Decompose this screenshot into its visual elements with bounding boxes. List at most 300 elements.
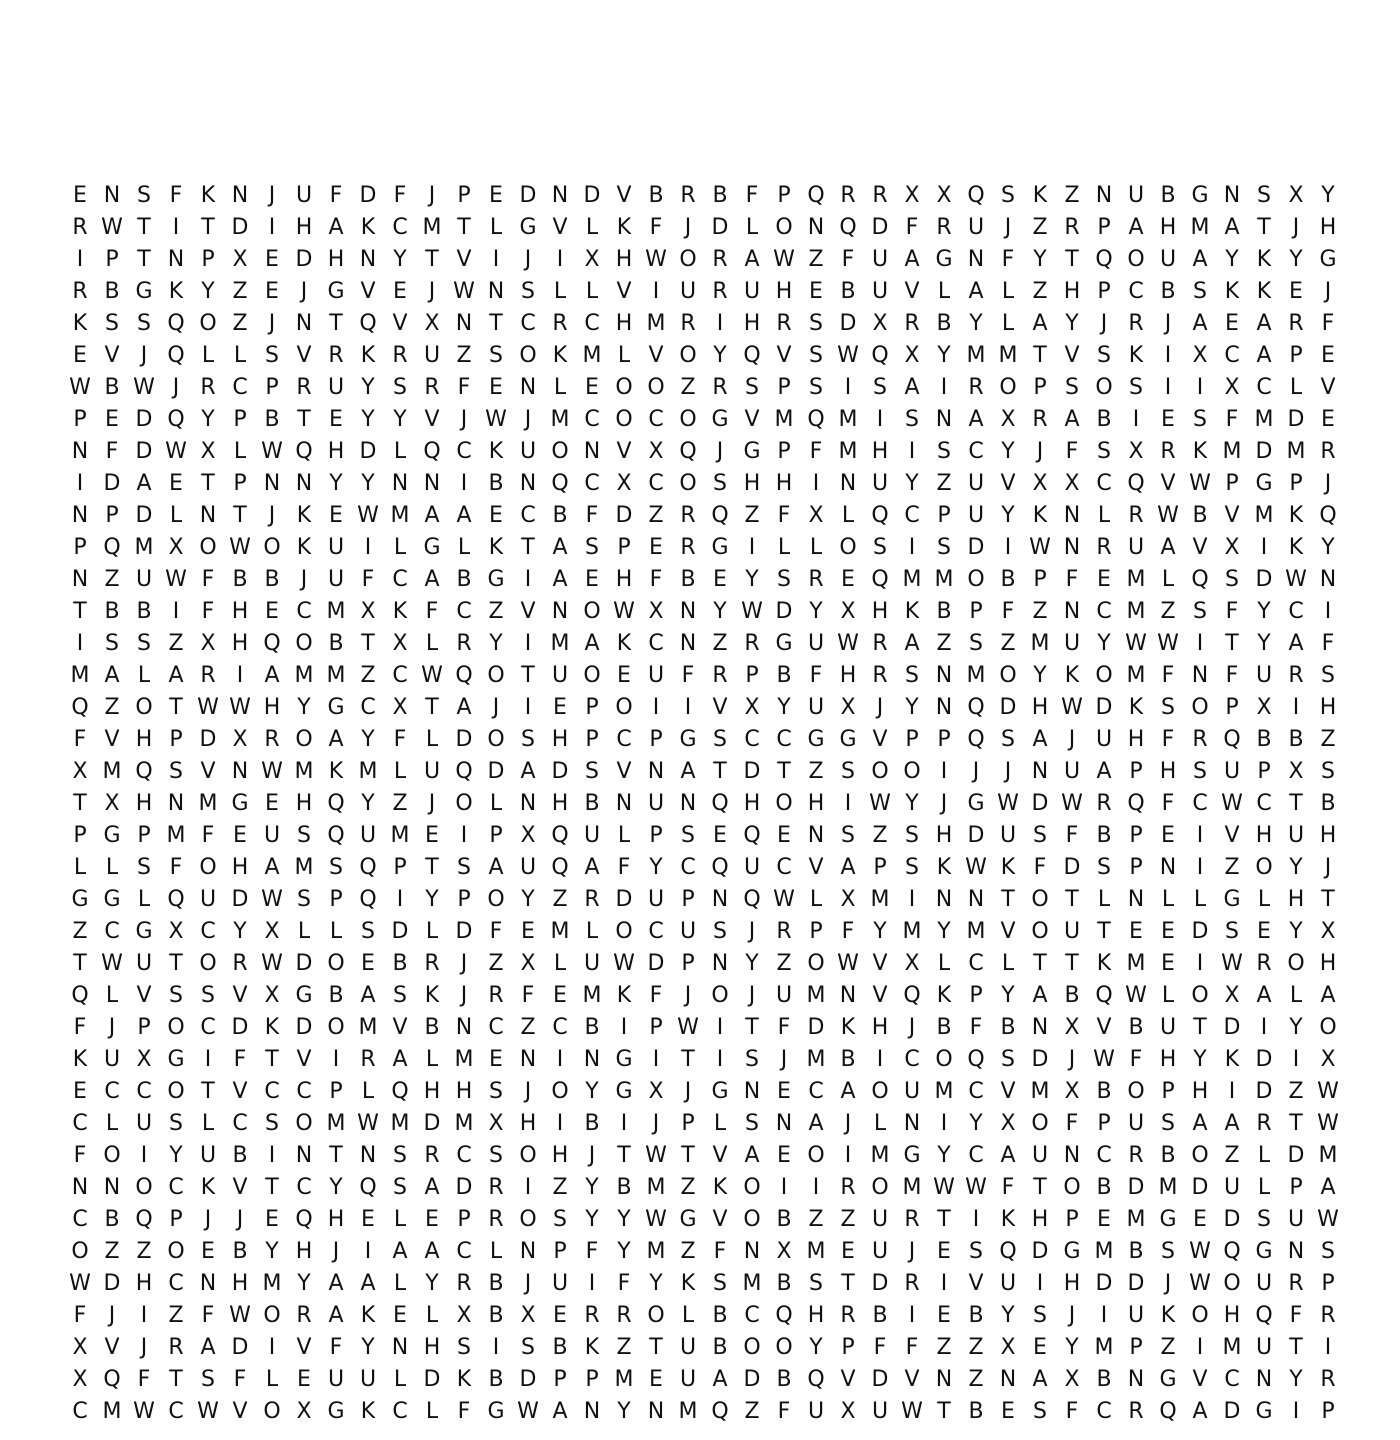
- letter-cell[interactable]: P: [457, 1207, 471, 1232]
- letter-cell[interactable]: J: [1036, 439, 1044, 464]
- letter-cell[interactable]: V: [456, 247, 472, 272]
- letter-cell[interactable]: T: [777, 759, 791, 784]
- letter-cell[interactable]: R: [488, 1207, 504, 1232]
- letter-cell[interactable]: X: [1032, 471, 1048, 496]
- letter-cell[interactable]: X: [1256, 695, 1272, 720]
- letter-cell[interactable]: R: [72, 215, 88, 240]
- letter-cell[interactable]: O: [1255, 855, 1273, 880]
- letter-cell[interactable]: V: [712, 1207, 728, 1232]
- letter-cell[interactable]: F: [649, 567, 663, 592]
- letter-cell[interactable]: U: [967, 471, 985, 496]
- letter-cell[interactable]: F: [969, 1015, 983, 1040]
- letter-cell[interactable]: M: [1286, 439, 1306, 464]
- letter-cell[interactable]: H: [1159, 1047, 1177, 1072]
- letter-cell[interactable]: J: [652, 1111, 660, 1136]
- letter-cell[interactable]: P: [457, 887, 471, 912]
- letter-cell[interactable]: O: [743, 1335, 761, 1360]
- letter-cell[interactable]: N: [263, 471, 281, 496]
- letter-cell[interactable]: J: [684, 983, 692, 1008]
- letter-cell[interactable]: N: [551, 599, 569, 624]
- letter-cell[interactable]: O: [551, 1079, 569, 1104]
- letter-cell[interactable]: E: [489, 503, 503, 528]
- letter-cell[interactable]: R: [1192, 727, 1208, 752]
- letter-cell[interactable]: L: [457, 535, 471, 560]
- letter-cell[interactable]: R: [488, 983, 504, 1008]
- letter-cell[interactable]: M: [1030, 631, 1050, 656]
- letter-cell[interactable]: Z: [808, 759, 824, 784]
- letter-cell[interactable]: U: [327, 1367, 345, 1392]
- letter-cell[interactable]: M: [646, 1175, 666, 1200]
- letter-cell[interactable]: A: [584, 631, 600, 656]
- letter-cell[interactable]: D: [519, 1367, 537, 1392]
- letter-cell[interactable]: T: [329, 1143, 343, 1168]
- letter-cell[interactable]: P: [553, 1367, 567, 1392]
- letter-cell[interactable]: M: [1254, 407, 1274, 432]
- letter-cell[interactable]: W: [645, 1143, 667, 1168]
- letter-cell[interactable]: D: [135, 503, 153, 528]
- letter-cell[interactable]: X: [200, 439, 216, 464]
- letter-cell[interactable]: H: [295, 215, 313, 240]
- letter-cell[interactable]: J: [140, 343, 148, 368]
- letter-cell[interactable]: H: [775, 471, 793, 496]
- letter-cell[interactable]: C: [648, 471, 664, 496]
- letter-cell[interactable]: B: [424, 1015, 440, 1040]
- letter-cell[interactable]: O: [999, 375, 1017, 400]
- letter-cell[interactable]: S: [937, 535, 951, 560]
- letter-cell[interactable]: P: [777, 183, 791, 208]
- letter-cell[interactable]: J: [748, 919, 756, 944]
- letter-cell[interactable]: U: [1287, 1207, 1305, 1232]
- letter-cell[interactable]: T: [361, 631, 375, 656]
- letter-cell[interactable]: S: [809, 1271, 823, 1296]
- letter-cell[interactable]: R: [872, 631, 888, 656]
- letter-cell[interactable]: U: [743, 279, 761, 304]
- letter-cell[interactable]: T: [1193, 1015, 1207, 1040]
- letter-cell[interactable]: P: [1289, 343, 1303, 368]
- letter-cell[interactable]: K: [456, 1367, 472, 1392]
- letter-cell[interactable]: T: [73, 791, 87, 816]
- letter-cell[interactable]: X: [520, 1303, 536, 1328]
- letter-cell[interactable]: R: [1128, 311, 1144, 336]
- letter-cell[interactable]: B: [1096, 1175, 1112, 1200]
- letter-cell[interactable]: Z: [552, 887, 568, 912]
- letter-cell[interactable]: S: [169, 1111, 183, 1136]
- letter-cell[interactable]: F: [1001, 599, 1015, 624]
- letter-cell[interactable]: A: [744, 247, 760, 272]
- letter-cell[interactable]: W: [133, 1399, 155, 1424]
- letter-cell[interactable]: B: [1096, 1079, 1112, 1104]
- letter-cell[interactable]: M: [646, 1239, 666, 1264]
- letter-cell[interactable]: X: [648, 439, 664, 464]
- letter-cell[interactable]: F: [489, 919, 503, 944]
- letter-cell[interactable]: S: [1225, 919, 1239, 944]
- letter-cell[interactable]: H: [455, 1079, 473, 1104]
- letter-cell[interactable]: N: [167, 247, 185, 272]
- letter-cell[interactable]: D: [839, 311, 857, 336]
- letter-cell[interactable]: U: [647, 791, 665, 816]
- letter-cell[interactable]: E: [329, 407, 343, 432]
- letter-cell[interactable]: M: [582, 343, 602, 368]
- letter-cell[interactable]: Q: [135, 1207, 153, 1232]
- letter-cell[interactable]: W: [1125, 983, 1147, 1008]
- letter-cell[interactable]: A: [552, 567, 568, 592]
- letter-cell[interactable]: S: [1257, 1207, 1271, 1232]
- letter-cell[interactable]: Q: [1095, 983, 1113, 1008]
- letter-cell[interactable]: I: [268, 215, 276, 240]
- letter-cell[interactable]: R: [1288, 663, 1304, 688]
- letter-cell[interactable]: O: [1191, 1143, 1209, 1168]
- letter-cell[interactable]: T: [745, 1015, 759, 1040]
- letter-cell[interactable]: C: [584, 471, 600, 496]
- letter-cell[interactable]: I: [940, 1111, 948, 1136]
- letter-cell[interactable]: P: [681, 1111, 695, 1136]
- letter-cell[interactable]: U: [1063, 631, 1081, 656]
- letter-cell[interactable]: O: [487, 663, 505, 688]
- letter-cell[interactable]: H: [1063, 1271, 1081, 1296]
- letter-cell[interactable]: Z: [1064, 183, 1080, 208]
- letter-cell[interactable]: T: [137, 247, 151, 272]
- letter-cell[interactable]: E: [1289, 279, 1303, 304]
- letter-cell[interactable]: Z: [712, 631, 728, 656]
- letter-cell[interactable]: D: [423, 1367, 441, 1392]
- letter-cell[interactable]: X: [168, 919, 184, 944]
- letter-cell[interactable]: D: [1255, 1047, 1273, 1072]
- letter-cell[interactable]: F: [393, 727, 407, 752]
- letter-cell[interactable]: C: [360, 695, 376, 720]
- letter-cell[interactable]: U: [871, 471, 889, 496]
- letter-cell[interactable]: Z: [104, 695, 120, 720]
- letter-cell[interactable]: C: [1128, 279, 1144, 304]
- letter-cell[interactable]: R: [1128, 503, 1144, 528]
- letter-cell[interactable]: V: [232, 1399, 248, 1424]
- letter-cell[interactable]: O: [615, 375, 633, 400]
- letter-cell[interactable]: U: [1095, 727, 1113, 752]
- letter-cell[interactable]: Z: [168, 631, 184, 656]
- letter-cell[interactable]: W: [1029, 535, 1051, 560]
- letter-cell[interactable]: W: [613, 599, 635, 624]
- letter-cell[interactable]: C: [808, 1079, 824, 1104]
- letter-cell[interactable]: A: [1320, 983, 1336, 1008]
- letter-cell[interactable]: I: [620, 1111, 628, 1136]
- letter-cell[interactable]: N: [711, 951, 729, 976]
- letter-cell[interactable]: O: [263, 1303, 281, 1328]
- letter-cell[interactable]: I: [1196, 951, 1204, 976]
- letter-cell[interactable]: D: [583, 183, 601, 208]
- letter-cell[interactable]: E: [937, 1303, 951, 1328]
- letter-cell[interactable]: R: [584, 1303, 600, 1328]
- letter-cell[interactable]: M: [294, 663, 314, 688]
- letter-cell[interactable]: V: [712, 695, 728, 720]
- letter-cell[interactable]: L: [617, 823, 631, 848]
- letter-cell[interactable]: Q: [359, 855, 377, 880]
- letter-cell[interactable]: R: [296, 375, 312, 400]
- letter-cell[interactable]: X: [584, 247, 600, 272]
- letter-cell[interactable]: N: [1063, 503, 1081, 528]
- letter-cell[interactable]: I: [1292, 695, 1300, 720]
- letter-cell[interactable]: Q: [679, 439, 697, 464]
- letter-cell[interactable]: F: [1001, 1175, 1015, 1200]
- letter-cell[interactable]: T: [1001, 887, 1015, 912]
- letter-cell[interactable]: I: [460, 471, 468, 496]
- letter-cell[interactable]: J: [684, 215, 692, 240]
- letter-cell[interactable]: X: [296, 1399, 312, 1424]
- letter-cell[interactable]: E: [1129, 919, 1143, 944]
- letter-cell[interactable]: T: [425, 695, 439, 720]
- letter-cell[interactable]: U: [871, 247, 889, 272]
- letter-cell[interactable]: E: [73, 1079, 87, 1104]
- letter-cell[interactable]: D: [1191, 1175, 1209, 1200]
- letter-cell[interactable]: M: [806, 1047, 826, 1072]
- letter-cell[interactable]: N: [967, 247, 985, 272]
- letter-cell[interactable]: V: [1096, 1015, 1112, 1040]
- letter-cell[interactable]: U: [903, 1079, 921, 1104]
- letter-cell[interactable]: D: [231, 1015, 249, 1040]
- letter-cell[interactable]: I: [140, 1143, 148, 1168]
- letter-cell[interactable]: I: [972, 1207, 980, 1232]
- letter-cell[interactable]: V: [904, 1367, 920, 1392]
- letter-cell[interactable]: I: [684, 695, 692, 720]
- letter-cell[interactable]: O: [999, 663, 1017, 688]
- letter-cell[interactable]: H: [1031, 1207, 1049, 1232]
- letter-cell[interactable]: Q: [391, 1079, 409, 1104]
- letter-cell[interactable]: N: [359, 1143, 377, 1168]
- letter-cell[interactable]: N: [583, 1047, 601, 1072]
- letter-cell[interactable]: N: [743, 1239, 761, 1264]
- letter-cell[interactable]: B: [1192, 503, 1208, 528]
- letter-cell[interactable]: S: [1097, 343, 1111, 368]
- letter-cell[interactable]: Y: [233, 919, 247, 944]
- letter-cell[interactable]: F: [1065, 823, 1079, 848]
- letter-cell[interactable]: T: [1033, 343, 1047, 368]
- letter-cell[interactable]: C: [232, 375, 248, 400]
- letter-cell[interactable]: R: [712, 375, 728, 400]
- letter-cell[interactable]: I: [1036, 1271, 1044, 1296]
- letter-cell[interactable]: V: [1224, 503, 1240, 528]
- letter-cell[interactable]: Q: [1191, 567, 1209, 592]
- letter-cell[interactable]: P: [329, 1079, 343, 1104]
- letter-cell[interactable]: A: [808, 1111, 824, 1136]
- letter-cell[interactable]: F: [201, 599, 215, 624]
- letter-cell[interactable]: P: [585, 695, 599, 720]
- letter-cell[interactable]: X: [904, 183, 920, 208]
- letter-cell[interactable]: M: [294, 855, 314, 880]
- letter-cell[interactable]: S: [521, 1335, 535, 1360]
- letter-cell[interactable]: F: [361, 567, 375, 592]
- letter-cell[interactable]: N: [583, 1399, 601, 1424]
- letter-cell[interactable]: S: [841, 759, 855, 784]
- letter-cell[interactable]: N: [1095, 183, 1113, 208]
- letter-cell[interactable]: L: [617, 343, 631, 368]
- letter-cell[interactable]: R: [904, 1207, 920, 1232]
- letter-cell[interactable]: Y: [297, 695, 311, 720]
- letter-cell[interactable]: M: [134, 535, 154, 560]
- letter-cell[interactable]: U: [1127, 183, 1145, 208]
- letter-cell[interactable]: L: [425, 1047, 439, 1072]
- letter-cell[interactable]: T: [841, 1271, 855, 1296]
- letter-cell[interactable]: A: [1000, 1143, 1016, 1168]
- letter-cell[interactable]: P: [873, 855, 887, 880]
- letter-cell[interactable]: B: [872, 1303, 888, 1328]
- letter-cell[interactable]: P: [1129, 759, 1143, 784]
- letter-cell[interactable]: C: [968, 439, 984, 464]
- letter-cell[interactable]: V: [776, 343, 792, 368]
- letter-cell[interactable]: Z: [744, 1399, 760, 1424]
- letter-cell[interactable]: D: [1127, 1175, 1145, 1200]
- letter-cell[interactable]: L: [169, 503, 183, 528]
- letter-cell[interactable]: C: [392, 215, 408, 240]
- letter-cell[interactable]: U: [679, 919, 697, 944]
- letter-cell[interactable]: F: [1225, 407, 1239, 432]
- letter-cell[interactable]: B: [232, 567, 248, 592]
- letter-cell[interactable]: R: [1320, 439, 1336, 464]
- letter-cell[interactable]: A: [328, 727, 344, 752]
- letter-cell[interactable]: N: [1159, 855, 1177, 880]
- letter-cell[interactable]: O: [551, 439, 569, 464]
- letter-cell[interactable]: K: [1192, 439, 1208, 464]
- letter-cell[interactable]: D: [103, 471, 121, 496]
- letter-cell[interactable]: L: [105, 983, 119, 1008]
- letter-cell[interactable]: U: [551, 1271, 569, 1296]
- letter-cell[interactable]: D: [231, 215, 249, 240]
- letter-cell[interactable]: S: [457, 1335, 471, 1360]
- letter-cell[interactable]: E: [777, 1079, 791, 1104]
- letter-cell[interactable]: F: [1225, 599, 1239, 624]
- letter-cell[interactable]: Q: [551, 855, 569, 880]
- letter-cell[interactable]: H: [871, 439, 889, 464]
- letter-cell[interactable]: F: [201, 823, 215, 848]
- letter-cell[interactable]: E: [73, 343, 87, 368]
- letter-cell[interactable]: M: [934, 567, 954, 592]
- letter-cell[interactable]: I: [748, 535, 756, 560]
- letter-cell[interactable]: Z: [1320, 727, 1336, 752]
- letter-cell[interactable]: O: [743, 1175, 761, 1200]
- letter-cell[interactable]: Z: [680, 375, 696, 400]
- letter-cell[interactable]: P: [233, 407, 247, 432]
- letter-cell[interactable]: B: [104, 599, 120, 624]
- letter-cell[interactable]: S: [265, 343, 279, 368]
- letter-cell[interactable]: X: [1064, 1367, 1080, 1392]
- letter-cell[interactable]: N: [71, 503, 89, 528]
- letter-cell[interactable]: T: [73, 951, 87, 976]
- letter-cell[interactable]: M: [358, 759, 378, 784]
- letter-cell[interactable]: J: [780, 1047, 788, 1072]
- letter-cell[interactable]: C: [520, 503, 536, 528]
- letter-cell[interactable]: D: [1063, 855, 1081, 880]
- letter-cell[interactable]: Y: [905, 695, 919, 720]
- letter-cell[interactable]: F: [457, 375, 471, 400]
- letter-cell[interactable]: Z: [680, 1239, 696, 1264]
- letter-cell[interactable]: I: [76, 631, 84, 656]
- letter-cell[interactable]: G: [167, 1047, 185, 1072]
- letter-cell[interactable]: D: [359, 183, 377, 208]
- letter-cell[interactable]: T: [425, 855, 439, 880]
- letter-cell[interactable]: K: [200, 183, 216, 208]
- letter-cell[interactable]: Q: [1223, 1239, 1241, 1264]
- letter-cell[interactable]: F: [425, 599, 439, 624]
- letter-cell[interactable]: X: [872, 311, 888, 336]
- letter-cell[interactable]: O: [295, 727, 313, 752]
- letter-cell[interactable]: R: [264, 727, 280, 752]
- letter-cell[interactable]: M: [294, 759, 314, 784]
- letter-cell[interactable]: S: [777, 567, 791, 592]
- letter-cell[interactable]: V: [1224, 823, 1240, 848]
- letter-cell[interactable]: C: [264, 1079, 280, 1104]
- letter-cell[interactable]: O: [487, 727, 505, 752]
- letter-cell[interactable]: I: [1228, 1079, 1236, 1104]
- letter-cell[interactable]: T: [425, 247, 439, 272]
- letter-cell[interactable]: B: [840, 279, 856, 304]
- letter-cell[interactable]: V: [616, 439, 632, 464]
- letter-cell[interactable]: P: [489, 823, 503, 848]
- letter-cell[interactable]: D: [487, 759, 505, 784]
- letter-cell[interactable]: J: [588, 1143, 596, 1168]
- letter-cell[interactable]: D: [455, 919, 473, 944]
- letter-cell[interactable]: D: [519, 183, 537, 208]
- letter-cell[interactable]: N: [295, 471, 313, 496]
- letter-cell[interactable]: G: [103, 823, 121, 848]
- letter-cell[interactable]: H: [775, 279, 793, 304]
- letter-cell[interactable]: U: [1223, 1175, 1241, 1200]
- letter-cell[interactable]: Z: [744, 503, 760, 528]
- letter-cell[interactable]: X: [1320, 1047, 1336, 1072]
- letter-cell[interactable]: C: [904, 503, 920, 528]
- letter-cell[interactable]: N: [935, 695, 953, 720]
- letter-cell[interactable]: I: [876, 1047, 884, 1072]
- letter-cell[interactable]: C: [200, 919, 216, 944]
- letter-cell[interactable]: G: [711, 535, 729, 560]
- letter-cell[interactable]: M: [198, 791, 218, 816]
- letter-cell[interactable]: S: [969, 1239, 983, 1264]
- letter-cell[interactable]: A: [1032, 983, 1048, 1008]
- letter-cell[interactable]: B: [936, 1015, 952, 1040]
- letter-cell[interactable]: I: [908, 887, 916, 912]
- letter-cell[interactable]: O: [519, 1143, 537, 1168]
- letter-cell[interactable]: P: [1097, 1111, 1111, 1136]
- letter-cell[interactable]: J: [428, 791, 436, 816]
- letter-cell[interactable]: Q: [711, 503, 729, 528]
- letter-cell[interactable]: W: [645, 1207, 667, 1232]
- letter-cell[interactable]: J: [1068, 1047, 1076, 1072]
- letter-cell[interactable]: I: [236, 663, 244, 688]
- letter-cell[interactable]: C: [776, 855, 792, 880]
- letter-cell[interactable]: S: [1193, 407, 1207, 432]
- letter-cell[interactable]: V: [104, 1335, 120, 1360]
- letter-cell[interactable]: J: [876, 695, 884, 720]
- letter-cell[interactable]: Z: [1000, 631, 1016, 656]
- letter-cell[interactable]: L: [489, 215, 503, 240]
- letter-cell[interactable]: S: [873, 375, 887, 400]
- letter-cell[interactable]: O: [199, 535, 217, 560]
- letter-cell[interactable]: L: [1289, 983, 1303, 1008]
- letter-cell[interactable]: K: [584, 1335, 600, 1360]
- letter-cell[interactable]: A: [200, 1335, 216, 1360]
- letter-cell[interactable]: B: [488, 1303, 504, 1328]
- letter-cell[interactable]: N: [935, 1367, 953, 1392]
- letter-cell[interactable]: C: [520, 311, 536, 336]
- letter-cell[interactable]: L: [681, 1303, 695, 1328]
- letter-cell[interactable]: S: [1001, 727, 1015, 752]
- letter-cell[interactable]: G: [1063, 1239, 1081, 1264]
- letter-cell[interactable]: O: [807, 951, 825, 976]
- letter-cell[interactable]: P: [169, 1207, 183, 1232]
- letter-cell[interactable]: B: [136, 599, 152, 624]
- letter-cell[interactable]: H: [615, 567, 633, 592]
- letter-cell[interactable]: R: [1256, 1111, 1272, 1136]
- letter-cell[interactable]: R: [680, 503, 696, 528]
- letter-cell[interactable]: C: [968, 951, 984, 976]
- letter-cell[interactable]: W: [645, 247, 667, 272]
- letter-cell[interactable]: H: [423, 1335, 441, 1360]
